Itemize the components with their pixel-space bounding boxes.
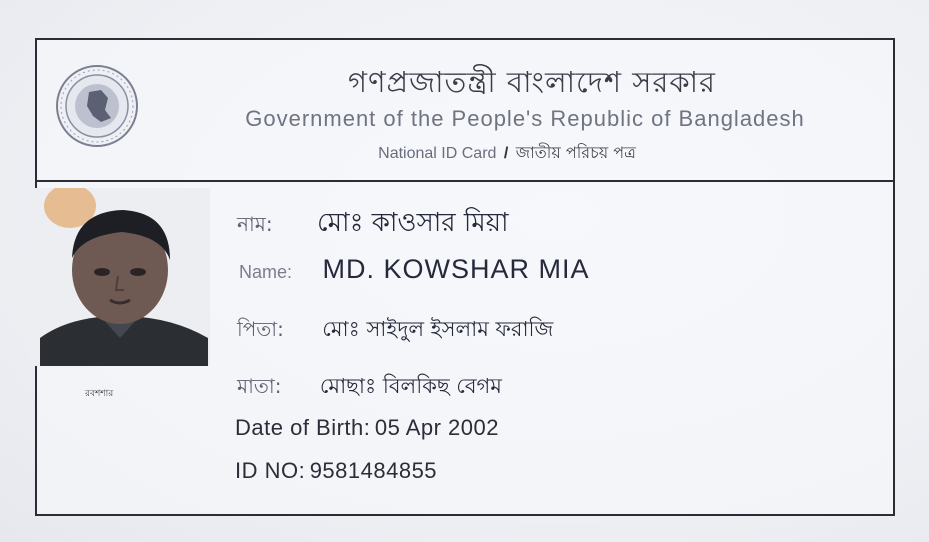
government-seal-icon (53, 62, 141, 150)
header-subtitle-english: National ID Card (378, 145, 497, 162)
header-title-bengali: গণপ্রজাতন্ত্রী বাংলাদেশ সরকার (347, 65, 717, 99)
mother-label: মাতা: (237, 374, 282, 398)
father-label: পিতা: (237, 317, 284, 341)
holder-signature: রবশশার (85, 389, 114, 399)
national-id-card (35, 38, 895, 516)
name-bengali-row (237, 202, 509, 246)
name-english-label: Name: (239, 262, 293, 282)
mother-value: মোছাঃ বিলকিছ বেগম (319, 374, 502, 398)
card-header (37, 40, 893, 182)
date-of-birth-row (235, 415, 499, 441)
name-bengali-label: নাম: (237, 212, 273, 236)
id-number-label: ID NO: (235, 458, 306, 483)
id-number-row (235, 458, 437, 484)
father-value: মোঃ সাইদুল ইসলাম ফরাজি (322, 317, 554, 341)
father-row (237, 313, 553, 348)
name-bengali-value: মোঃ কাওসার মিয়া (317, 208, 509, 238)
header-subtitle-bengali: জাতীয় পরিচয় পত্র (515, 143, 636, 162)
holder-photo (30, 188, 210, 366)
mother-row (237, 370, 502, 405)
header-subtitle-separator: / (503, 145, 509, 162)
name-english-value: MD. KOWSHAR MIA (322, 254, 590, 284)
id-number-value: 9581484855 (309, 458, 438, 483)
header-subtitle (227, 140, 787, 167)
date-of-birth-label: Date of Birth: (235, 415, 371, 440)
name-english-row (239, 254, 589, 285)
date-of-birth-value: 05 Apr 2002 (374, 415, 500, 440)
header-title-english: Government of the People's Republic of Bangladesh (245, 106, 805, 131)
